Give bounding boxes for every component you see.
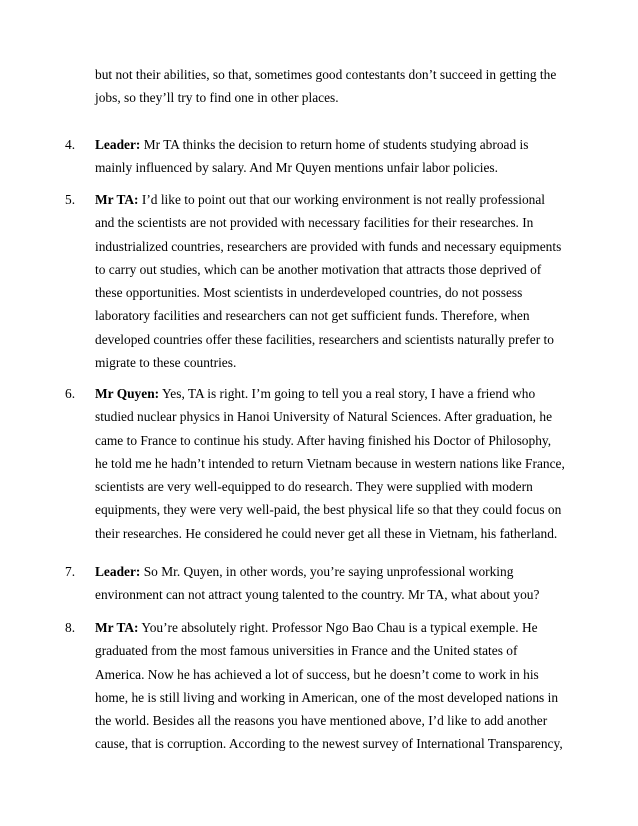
text-line: but not their abilities, so that, sometimes good contestants don’t succeed in getting the — [95, 67, 557, 82]
text-line — [95, 133, 585, 156]
text-line: developed countries offer these facilities, researchers and scientists naturally prefer to — [95, 331, 554, 347]
line-text: You’re absolutely right. Professor Ngo Bao Chau is a typical exemple. He — [138, 620, 538, 635]
text-line: home, he is still living and working in American, one of the most developed nations in — [95, 689, 559, 705]
line-text: Mr TA thinks the decision to return home of students studying abroad is — [140, 137, 529, 152]
item-number: 6. — [65, 386, 76, 401]
item-number: 8. — [65, 620, 76, 635]
text-line: mainly influenced by salary. And Mr Quyen mentions unfair labor policies. — [95, 160, 498, 176]
speaker-label: Mr Quyen: — [95, 386, 160, 401]
item-body — [95, 616, 585, 756]
text-line: environment can not attract young talented to the country. Mr TA, what about you? — [95, 587, 540, 603]
text-line: came to France to continue his study. After having finished his Doctor of Philosophy, — [95, 432, 552, 448]
text-line: migrate to these countries. — [95, 355, 237, 371]
text-line: the world. Besides all the reasons you have mentioned above, I’d like to add another — [95, 713, 548, 729]
line-text: I’d like to point out that our working environment is not really professional — [138, 192, 545, 207]
text-line: these opportunities. Most scientists in underdeveloped countries, do not possess — [95, 285, 523, 301]
text-line: graduated from the most famous universities in France and the United states of — [95, 643, 518, 659]
text-line — [95, 616, 585, 639]
item-body — [95, 133, 585, 180]
text-line — [95, 560, 585, 583]
text-line: laboratory facilities and researchers can not get sufficient funds. Therefore, when — [95, 308, 530, 324]
item-number: 7. — [65, 564, 76, 579]
text-line: cause, that is corruption. According to the newest survey of International Transparency, — [95, 736, 563, 752]
text-line: equipments, they were very well-paid, the best physical life so that they could focus on — [95, 502, 562, 518]
item-body — [95, 188, 585, 374]
text-line: scientists are very well-equipped to do research. They were supplied with modern — [95, 479, 533, 495]
item-number: 4. — [65, 137, 76, 152]
text-line: industrialized countries, researchers are provided with funds and necessary equipments — [95, 238, 562, 254]
text-line — [95, 382, 585, 405]
speaker-label: Leader: — [95, 564, 141, 579]
line-text: So Mr. Quyen, in other words, you’re saying unprofessional working — [140, 564, 514, 579]
text-line: to carry out studies, which can be another motivation that attracts those deprived of — [95, 261, 542, 277]
text-line: studied nuclear physics in Hanoi University of Natural Sciences. After graduation, he — [95, 409, 553, 425]
item-body — [95, 560, 585, 607]
item-body — [95, 382, 585, 545]
text-line — [95, 188, 585, 211]
text-line: their researches. He considered he could never get all these in Vietnam, his fatherland. — [95, 525, 558, 541]
speaker-label: Leader: — [95, 137, 141, 152]
text-line: jobs, so they’ll try to find one in other places. — [95, 90, 339, 106]
speaker-label: Mr TA: — [95, 620, 139, 635]
item-number: 5. — [65, 192, 76, 207]
text-line: he told me he hadn’t intended to return Vietnam because in western nations like France, — [95, 455, 565, 471]
text-line: and the scientists are not provided with necessary facilities for their researches. In — [95, 215, 534, 231]
speaker-label: Mr TA: — [95, 192, 139, 207]
line-text: Yes, TA is right. I’m going to tell you a real story, I have a friend who — [159, 386, 536, 401]
text-line: America. Now he has achieved a lot of success, but he doesn’t come to work in his — [95, 666, 539, 682]
continuation-paragraph — [95, 63, 575, 110]
